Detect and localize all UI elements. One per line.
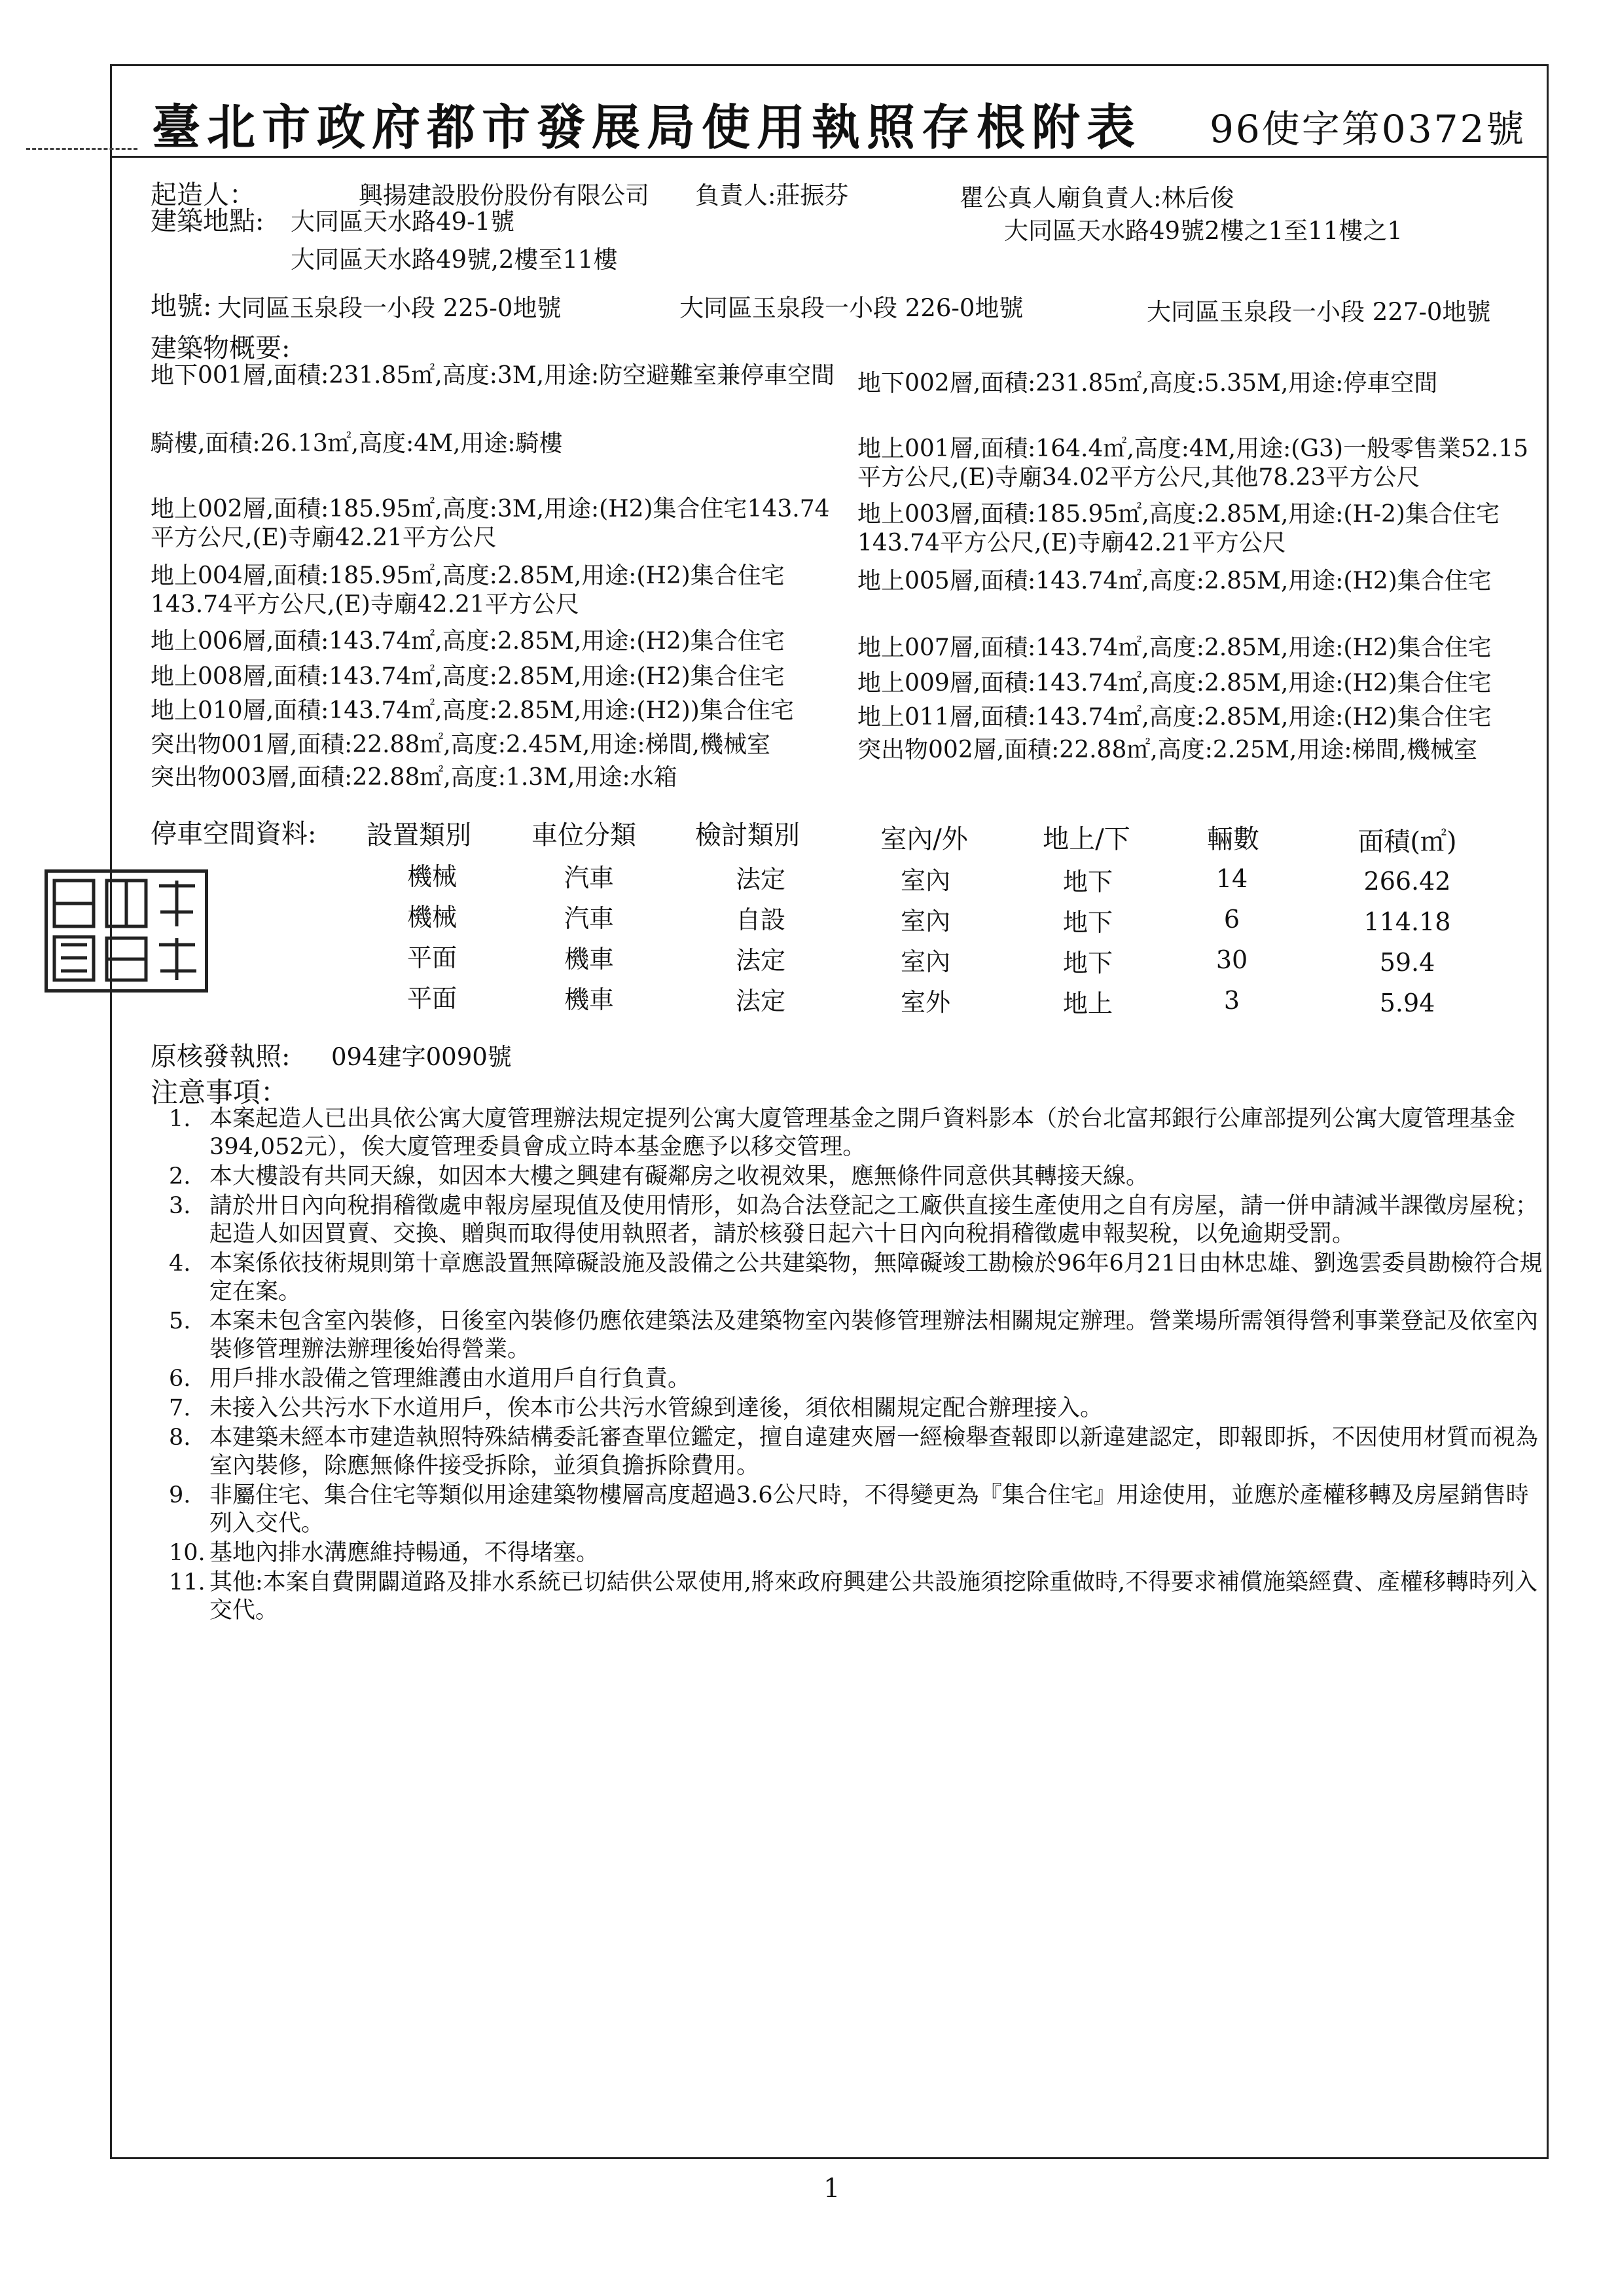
floor-3f: 地上003層,面積:185.95㎡,高度:2.85M,用途:(H-2)集合住宅143.74平方公尺,(E)寺廟42.21平方公尺 [857, 501, 1500, 556]
parking-header-level: 地上/下 [1043, 824, 1130, 854]
site-address-1: 大同區天水路49-1號 [291, 208, 515, 236]
lot-number-3: 大同區玉泉段一小段 227-0地號 [1147, 298, 1491, 326]
note-text: 本大樓設有共同天線，如因本大樓之興建有礙鄰房之收視效果，應無條件同意供其轉接天線。 [209, 1163, 1149, 1190]
original-license-label: 原核發執照: [151, 1042, 291, 1072]
note-text: 本案未包含室內裝修，日後室內裝修仍應依建築法及建築物室內裝修管理辦法相關規定辦理。營業場所需領得營利事業登記及依室內裝修管理辦法辦理後始得營業。 [209, 1308, 1539, 1362]
parking-header-count: 輛數 [1207, 824, 1259, 854]
parking-cell: 59.4 [1379, 948, 1435, 977]
note-item [169, 1307, 1550, 1364]
document-number: 96使字第0372號 [1210, 107, 1526, 151]
parking-cell: 汽車 [564, 864, 614, 892]
floor-1f: 地上001層,面積:164.4㎡,高度:4M,用途:(G3)一般零售業52.15平方公尺,(E)寺廟34.02平方公尺,其他78.23平方公尺 [857, 435, 1529, 491]
parking-cell: 機車 [564, 945, 614, 974]
parking-cell: 30 [1215, 945, 1248, 974]
note-number: 7. [169, 1395, 191, 1421]
parking-header-category: 檢討類別 [695, 820, 800, 850]
builder-representative: 負責人:莊振芬 [695, 181, 849, 210]
floor-10f: 地上010層,面積:143.74㎡,高度:2.85M,用途:(H2))集合住宅 [151, 697, 794, 724]
note-item [169, 1569, 1550, 1625]
floor-9f: 地上009層,面積:143.74㎡,高度:2.85M,用途:(H2)集合住宅 [857, 670, 1492, 697]
note-item [169, 1163, 1550, 1191]
note-item [169, 1482, 1550, 1538]
notes-list [169, 1105, 1550, 1626]
note-number: 1. [169, 1106, 191, 1132]
note-number: 3. [169, 1193, 191, 1219]
parking-cell: 法定 [735, 987, 785, 1015]
parking-header-vehicle: 車位分類 [531, 820, 636, 850]
temple-representative: 瞿公真人廟負責人:林后俊 [960, 184, 1234, 212]
note-text: 本建築未經本市建造執照特殊結構委託審查單位鑑定，擅自違建夾層一經檢舉查報即以新違建認定，即報即拆，不因使用材質而視為室內裝修，除應無條件接受拆除，並須負擔拆除費用。 [209, 1425, 1539, 1479]
site-address-2: 大同區天水路49號2樓之1至11樓之1 [1004, 217, 1403, 245]
note-item [169, 1394, 1550, 1423]
note-text: 用戶排水設備之管理維護由水道用戶自行負責。 [209, 1366, 691, 1392]
floor-8f: 地上008層,面積:143.74㎡,高度:2.85M,用途:(H2)集合住宅 [151, 663, 785, 690]
note-text: 本案係依技術規則第十章應設置無障礙設施及設備之公共建築物，無障礙竣工勘檢於96年6月21日由林忠雄、劉逸雲委員勘檢符合規定在案。 [209, 1250, 1543, 1305]
floor-5f: 地上005層,面積:143.74㎡,高度:2.85M,用途:(H2)集合住宅 [857, 568, 1492, 594]
parking-cell: 地上 [1062, 989, 1113, 1018]
page-number: 1 [823, 2174, 840, 2204]
floor-6f: 地上006層,面積:143.74㎡,高度:2.85M,用途:(H2)集合住宅 [151, 628, 785, 655]
builder-company: 興揚建設股份股份有限公司 [359, 181, 649, 210]
floor-2f: 地上002層,面積:185.95㎡,高度:3M,用途:(H2)集合住宅143.74平方公尺,(E)寺廟42.21平方公尺 [151, 496, 830, 551]
note-number: 6. [169, 1366, 191, 1392]
note-text: 非屬住宅、集合住宅等類似用途建築物樓層高度超過3.6公尺時，不得變更為『集合住宅』用途使用，並應於產權移轉及房屋銷售時列入交代。 [209, 1482, 1529, 1537]
note-number: 2. [169, 1163, 191, 1190]
note-text: 請於卅日內向稅捐稽徵處申報房屋現值及使用情形，如為合法登記之工廠供直接生產使用之自有房屋，請一併申請減半課徵房屋稅；起造人如因買賣、交換、贈與而取得使用執照者，請於核發日起六十日內向稅捐稽徵處申報契稅，以免逾期受罰。 [209, 1193, 1539, 1247]
floor-arcade: 騎樓,面積:26.13㎡,高度:4M,用途:騎樓 [151, 430, 563, 457]
parking-cell: 266.42 [1363, 867, 1451, 896]
parking-cell: 14 [1215, 864, 1248, 893]
lot-number-1: 大同區玉泉段一小段 225-0地號 [217, 294, 562, 322]
seal-glyphs-icon [48, 873, 205, 989]
site-address-3: 大同區天水路49號,2樓至11樓 [291, 246, 618, 274]
parking-cell: 地下 [1062, 908, 1113, 937]
note-number: 8. [169, 1425, 191, 1451]
note-number: 5. [169, 1308, 191, 1334]
parking-cell: 室外 [900, 988, 950, 1017]
parking-cell: 3 [1223, 986, 1240, 1015]
parking-cell: 室內 [900, 907, 950, 936]
lot-label: 地號: [151, 291, 212, 321]
parking-cell: 地下 [1062, 949, 1113, 977]
parking-cell: 6 [1223, 905, 1240, 934]
parking-label: 停車空間資料: [151, 819, 317, 849]
parking-cell: 法定 [735, 865, 785, 894]
parking-cell: 114.18 [1363, 907, 1451, 936]
original-license-number: 094建字0090號 [331, 1043, 512, 1071]
parking-cell: 汽車 [564, 904, 614, 933]
parking-cell: 地下 [1062, 867, 1113, 896]
note-item [169, 1250, 1550, 1306]
lot-number-2: 大同區玉泉段一小段 226-0地號 [679, 294, 1024, 322]
parking-cell: 室內 [900, 866, 950, 895]
parking-cell: 機車 [564, 985, 614, 1014]
note-text: 未接入公共污水下水道用戶，俟本市公共污水管線到達後，須依相關規定配合辦理接入。 [209, 1395, 1104, 1421]
parking-cell: 機械 [406, 903, 457, 932]
parking-cell: 室內 [900, 947, 950, 976]
note-item [169, 1192, 1550, 1248]
floor-rooftop-3: 突出物003層,面積:22.88㎡,高度:1.3M,用途:水箱 [151, 764, 677, 791]
parking-header-type: 設置類別 [367, 820, 471, 850]
site-label: 建築地點: [151, 206, 264, 236]
note-number: 11. [169, 1569, 206, 1595]
parking-cell: 法定 [735, 946, 785, 975]
floor-7f: 地上007層,面積:143.74㎡,高度:2.85M,用途:(H2)集合住宅 [857, 634, 1492, 661]
official-seal-stamp [45, 869, 208, 993]
parking-cell: 平面 [406, 943, 457, 972]
floor-11f: 地上011層,面積:143.74㎡,高度:2.85M,用途:(H2)集合住宅 [857, 704, 1492, 731]
parking-cell: 自設 [735, 905, 785, 934]
parking-cell: 平面 [406, 984, 457, 1013]
document-title: 臺北市政府都市發展局使用執照存根附表 [152, 100, 1142, 156]
floor-rooftop-1: 突出物001層,面積:22.88㎡,高度:2.45M,用途:梯間,機械室 [151, 731, 770, 758]
margin-mark [26, 148, 137, 150]
floor-rooftop-2: 突出物002層,面積:22.88㎡,高度:2.25M,用途:梯間,機械室 [857, 737, 1477, 763]
note-text: 其他:本案自費開闢道路及排水系統已切結供公眾使用,將來政府興建公共設施須挖除重做時,不得要求補償施築經費、產權移轉時列入交代。 [209, 1569, 1538, 1624]
note-item [169, 1365, 1550, 1393]
parking-header-area: 面積(㎡) [1357, 827, 1457, 857]
notes-label: 注意事項： [151, 1076, 289, 1108]
note-number: 9. [169, 1482, 191, 1508]
note-number: 4. [169, 1250, 191, 1277]
note-text: 基地內排水溝應維持暢通，不得堵塞。 [209, 1540, 600, 1566]
floor-b2: 地下002層,面積:231.85㎡,高度:5.35M,用途:停車空間 [857, 370, 1438, 397]
parking-cell: 5.94 [1379, 989, 1435, 1017]
note-number: 10. [169, 1540, 206, 1566]
floor-4f: 地上004層,面積:185.95㎡,高度:2.85M,用途:(H2)集合住宅143.74平方公尺,(E)寺廟42.21平方公尺 [151, 562, 785, 618]
overview-label: 建築物概要: [151, 333, 291, 363]
parking-cell: 機械 [406, 862, 457, 891]
note-item [169, 1424, 1550, 1480]
note-item [169, 1105, 1550, 1161]
note-text: 本案起造人已出具依公寓大廈管理辦法規定提列公寓大廈管理基金之開戶資料影本（於台北富邦銀行公庫部提列公寓大廈管理基金394,052元），俟大廈管理委員會成立時本基金應予以移交管理。 [209, 1106, 1516, 1160]
floor-b1: 地下001層,面積:231.85㎡,高度:3M,用途:防空避難室兼停車空間 [151, 362, 835, 389]
builder-label: 起造人： [151, 180, 255, 210]
parking-header-indoor: 室內/外 [880, 824, 968, 854]
note-item [169, 1539, 1550, 1567]
